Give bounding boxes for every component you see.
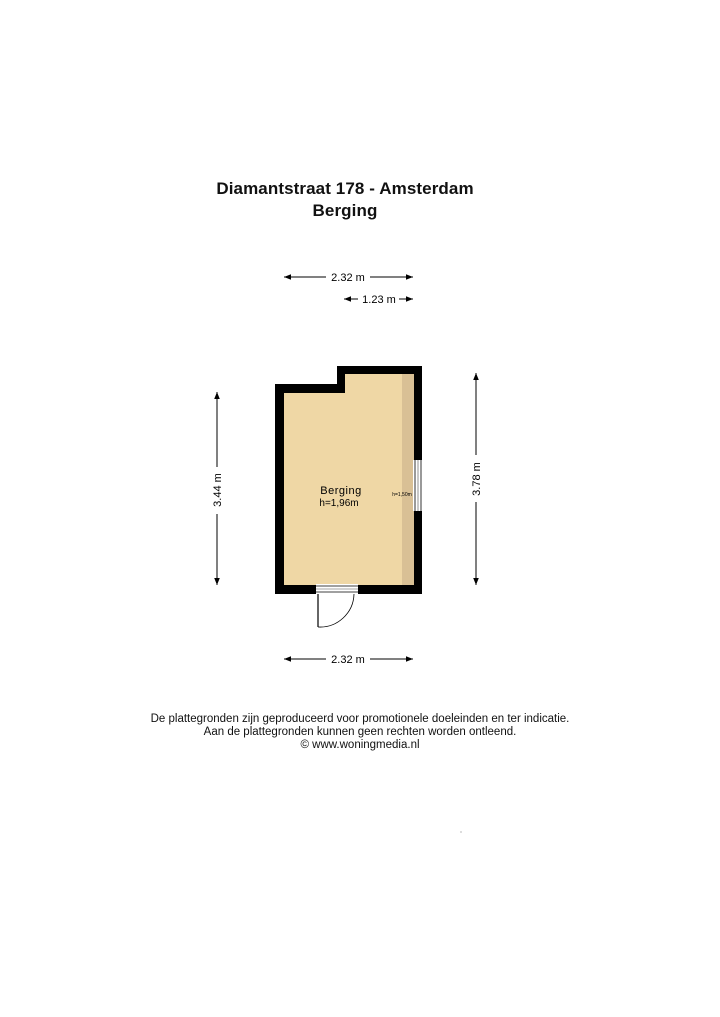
- dimension-top-width-label: 2.32 m: [331, 272, 365, 284]
- disclaimer-line-1: De plattegronden zijn geproduceerd voor promotionele doeleinden en ter indicatie.: [150, 713, 570, 725]
- dimension-left-height: [212, 392, 224, 585]
- dimension-top-width: [284, 272, 413, 284]
- dimension-top-sub-width: [344, 294, 413, 306]
- wall-shade: [402, 374, 414, 585]
- dimension-bottom-width: [284, 654, 413, 666]
- dimension-top-sub-width-label: 1.23 m: [362, 294, 396, 306]
- dimension-right-height: [471, 373, 483, 585]
- room-floor: [284, 374, 414, 585]
- room-name-label: Berging: [320, 485, 362, 497]
- disclaimer-line-3: © www.woningmedia.nl: [300, 739, 420, 751]
- disclaimer-line-2: Aan de plattegronden kunnen geen rechten worden ontleend.: [203, 726, 517, 738]
- window: [413, 460, 423, 511]
- dimension-bottom-width-label: 2.32 m: [331, 654, 365, 666]
- address-title: Diamantstraat 178 - Amsterdam: [216, 179, 474, 198]
- artifact-dot: [460, 831, 461, 832]
- dimension-right-height-label: 3.78 m: [471, 462, 483, 496]
- door: [316, 584, 358, 627]
- window-height-label: h=1,50m: [392, 492, 412, 498]
- room-height-label: h=1,96m: [319, 498, 359, 509]
- room-title: Berging: [312, 201, 378, 220]
- dimension-left-height-label: 3.44 m: [212, 473, 224, 507]
